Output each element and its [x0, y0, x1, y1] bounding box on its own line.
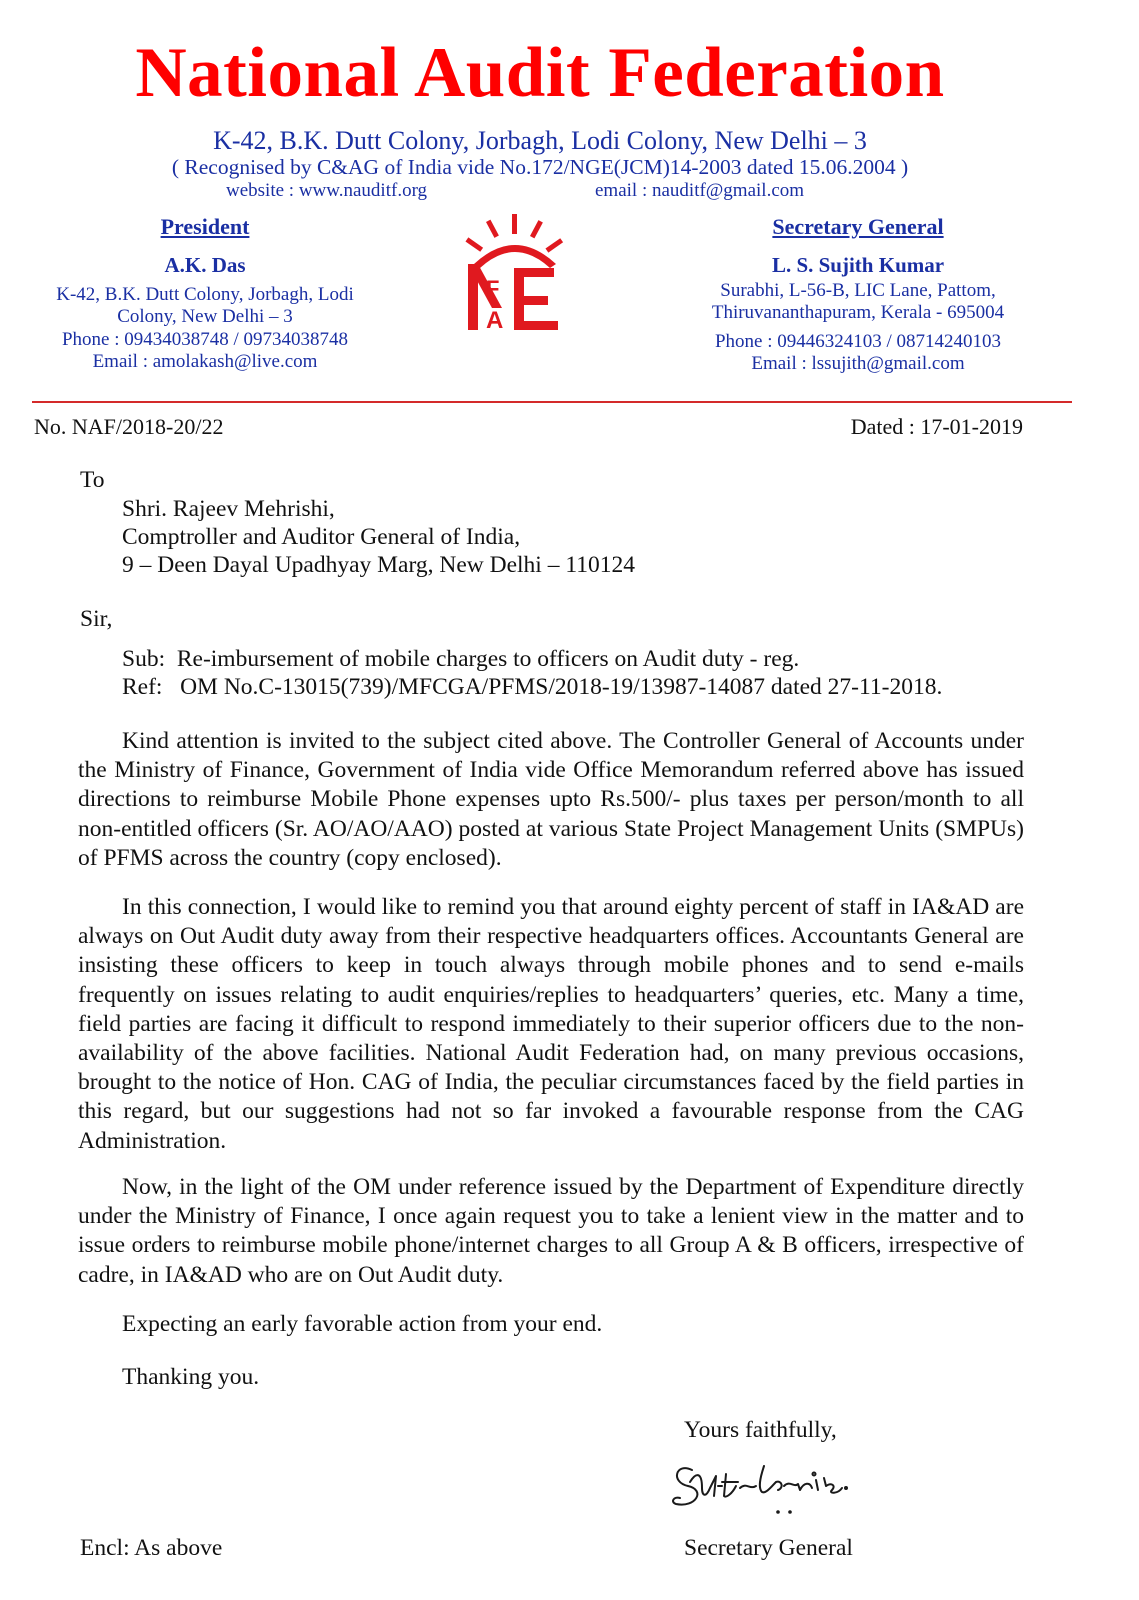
org-recognition: ( Recognised by C&AG of India vide No.172/NGE(JCM)14-2003 dated 15.06.2004 ): [171, 155, 909, 179]
secretary-name: L. S. Sujith Kumar: [771, 252, 945, 277]
body-paragraph-1: Kind attention is invited to the subject cited above. The Controller General of Accounts under the Ministry of Finance, Government of India vide Office Memorandum referred above has issued directions to reimburse Mobile Phone expenses upto Rs.500/- plus taxes per person/month to all non-entitled officers (Sr. AO/AO/AAO) posted at various State Project Management Units (SMPUs) of PFMS across the country (copy enclosed).: [78, 728, 1024, 871]
federation-logo: [460, 212, 570, 337]
president-email: Email : amolakash@live.com: [92, 350, 318, 372]
org-website: website : www.nauditf.org: [226, 180, 428, 201]
recipient-line-3: 9 – Deen Dayal Upadhyay Marg, New Delhi – 110124: [122, 552, 635, 578]
secretary-phone: Phone : 09446324103 / 08714240103: [714, 330, 1002, 352]
president-address-line1: K-42, B.K. Dutt Colony, Jorbagh, Lodi: [56, 283, 354, 305]
secretary-block: [672, 214, 1044, 375]
org-name: National Audit Federation: [135, 34, 945, 112]
president-phone: Phone : 09434038748 / 09734038748: [61, 328, 349, 350]
to-label: To: [80, 467, 105, 493]
president-name: A.K. Das: [164, 252, 246, 277]
org-address: K-42, B.K. Dutt Colony, Jorbagh, Lodi Colony, New Delhi – 3: [213, 126, 867, 155]
president-block: [20, 214, 390, 373]
closing-line: Yours faithfully,: [684, 1417, 837, 1443]
enclosure-line: Encl: As above: [80, 1535, 223, 1561]
secretary-address-line2: Thiruvananthapuram, Kerala - 695004: [711, 302, 1005, 324]
logo-letter-a: A: [486, 307, 504, 334]
body-paragraph-2: In this connection, I would like to remind you that around eighty percent of staff in IA&AD are always on Out Audit duty away from their respective headquarters offices. Accountants General are insisting these officers to keep in touch always through mobile phones and to send e-mails frequently on issues relating to audit enquiries/replies to headquarters’ queries, etc. Many a time, field parties are facing it difficult to respond immediately to their superior officers due to the non-availability of the above facilities. National Audit Federation had, on many previous occasions, brought to the notice of Hon. CAG of India, the peculiar circumstances faced by the field parties in this regard, but our suggestions had not so far invoked a favourable response from the CAG Administration.: [78, 894, 1024, 1154]
secretary-address-line1: Surabhi, L-56-B, LIC Lane, Pattom,: [720, 279, 996, 301]
recipient-line-1: Shri. Rajeev Mehrishi,: [122, 496, 335, 522]
letter-ref-number: No. NAF/2018-20/22: [34, 414, 224, 439]
body-paragraph-3: Now, in the light of the OM under reference issued by the Department of Expenditure directly under the Ministry of Finance, I once again request you to take a lenient view in the matter and to issue orders to reimburse mobile phone/internet charges to all Group A & B officers, irrespective of cadre, in IA&AD who are on Out Audit duty.: [78, 1174, 1024, 1288]
org-email: email : nauditf@gmail.com: [595, 180, 805, 201]
expecting-line: Expecting an early favorable action from your end.: [122, 1311, 603, 1337]
header-divider: [32, 401, 1072, 403]
subject-line: Sub: Re-imbursement of mobile charges to officers on Audit duty - reg.: [122, 646, 800, 672]
secretary-email: Email : lssujith@gmail.com: [751, 352, 965, 374]
president-address-line2: Colony, New Delhi – 3: [117, 306, 293, 328]
secretary-role: Secretary General: [772, 214, 944, 239]
recipient-line-2: Comptroller and Auditor General of India,: [122, 524, 521, 550]
reference-line: Ref: OM No.C-13015(739)/MFCGA/PFMS/2018-19/13987-14087 dated 27-11-2018.: [122, 674, 943, 700]
salutation: Sir,: [80, 606, 113, 632]
thanking-line: Thanking you.: [122, 1364, 260, 1390]
president-role: President: [160, 214, 250, 239]
signature: [666, 1452, 866, 1522]
logo-letter-f: F: [486, 276, 500, 301]
signatory-title: Secretary General: [684, 1535, 853, 1561]
letter-date: Dated : 17-01-2019: [850, 414, 1023, 439]
